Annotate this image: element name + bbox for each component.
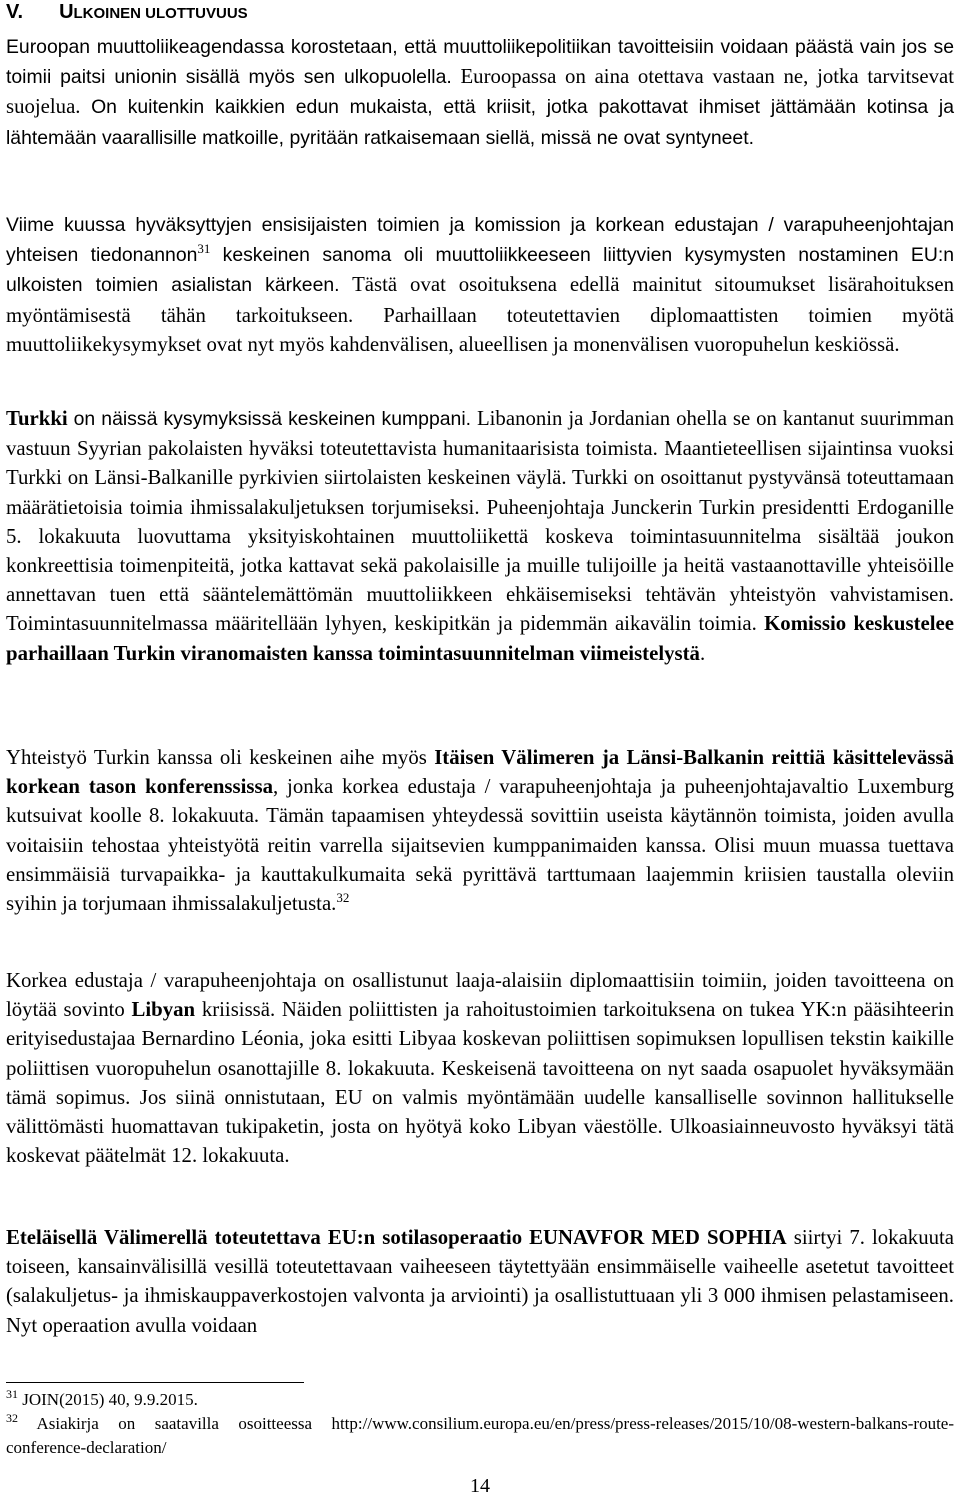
paragraph-3-end: . [699, 641, 706, 665]
paragraph-2-part-1: Viime kuussa hyväksyttyjen ensisijaisten toimien ja komission ja korkean edustajan / varapuheenjohtajan yhteisen tiedonannon [6, 214, 954, 267]
section-title-initial: U [59, 1, 74, 23]
paragraph-2-part-4: Parhaillaan toteutettavien diplomaattisten toimien myötä muuttoliikekysymykset ovat nyt myös kahdenvälisen, alueellisen ja monenvälisen vuoropuhelun keskiössä. [6, 303, 954, 356]
paragraph-2 [6, 210, 954, 359]
page-number: 14 [470, 1475, 490, 1497]
footnote-ref-31: 31 [197, 241, 211, 257]
footnote-31-number: 31 [6, 1387, 18, 1401]
paragraph-4-part-1: Yhteistyö Turkin kanssa oli keskeinen aihe myös [6, 746, 427, 769]
section-number: V. [6, 1, 24, 23]
paragraph-1-sentence-2: Euroopassa on aina otettava vastaan ne, jotka tarvitsevat suojelua. [6, 65, 954, 119]
paragraph-2-part-3: Tästä ovat osoituksena edellä mainitut sitoumukset lisärahoituksen myöntämisestä tähän tarkoitukseen. [6, 273, 954, 327]
footnote-32-text: Asiakirja on saatavilla osoitteessa http://www.consilium.europa.eu/en/press/press-releases/2015/10/08-western-balkans-route-conference-declaration/ [6, 1414, 954, 1457]
paragraph-3 [6, 404, 954, 668]
footnote-32-number: 32 [6, 1411, 18, 1425]
paragraph-3-bold-end: Komissio keskustelee parhaillaan Turkin viranomaisten kanssa toimintasuunnitelman viimeistelystä [6, 612, 954, 665]
paragraph-5 [6, 966, 954, 1170]
footnote-31-text: JOIN(2015) 40, 9.9.2015. [22, 1390, 198, 1409]
footnote-32 [6, 1412, 954, 1460]
paragraph-5-part-2: kriisissä. Näiden poliittisten ja rahoitustoimien tarkoituksena on tukea YK:n pääsihteerin erityisedustajaa Bernardino Léonia, joka esitti Libyaa koskevan poliittisen sopimuksen lopullisen tekstin kaikille poliittisen vuoropuhelun osanottajille 8. lokakuuta. Keskeisenä tavoitteena on nyt saada osapuolet hyväksymään tämä sopimus. Jos siinä onnistutaan, EU on valmis myöntämään uudelle kansalliselle sovinnon hallitukselle välittömästi huomattavan tukipaketin, josta on hyötyä koko Libyan väestölle. Ulkoasiainneuvosto hyväksyi tätä koskevat päätelmät 12. lokakuuta. [6, 998, 954, 1168]
footnote-31 [6, 1388, 954, 1412]
paragraph-1-sentence-1: Euroopan muuttoliikeagendassa korostetaan, että muuttoliikepolitiikan tavoitteisiin voidaan päästä vain jos se toimii paitsi unionin sisällä myös sen ulkopuolella. [6, 36, 954, 89]
paragraph-3-part-1: on näissä kysymyksissä keskeinen kumppani. [73, 408, 472, 430]
paragraph-4 [6, 743, 954, 918]
paragraph-5-part-1: Korkea edustaja / varapuheenjohtaja on osallistunut laaja-alaisiin diplomaattisiin toimiin, joiden tavoitteena on löytää sovinto [6, 969, 954, 1022]
section-heading [6, 0, 248, 26]
paragraph-5-bold-libyan: Libyan [131, 998, 196, 1022]
paragraph-4-bold: Itäisen Välimeren ja Länsi-Balkanin reittiä käsittelevässä korkean tason konferenssissa [6, 746, 955, 799]
section-title-rest: LKOINEN ULOTTUVUUS [73, 5, 248, 22]
paragraph-6-bold: Eteläisellä Välimerellä toteutettava EU:n sotilasoperaatio EUNAVFOR MED SOPHIA [6, 1226, 787, 1249]
paragraph-2-part-2: keskeinen sanoma oli muuttoliikkeeseen liittyvien kysymysten nostaminen EU:n ulkoisten toimien asialistan kärkeen. [6, 244, 954, 297]
paragraph-6 [6, 1223, 954, 1340]
paragraph-1 [6, 32, 954, 153]
footnote-ref-32: 32 [336, 890, 350, 906]
paragraph-6-part-1: siirtyi 7. lokakuuta toiseen, kansainvälisillä vesillä toteutettavaan vaiheeseen täytettyään ensimmäiselle vaiheelle asetetut tavoitteet (salakuljetus- ja ihmiskauppaverkostojen valvonta ja arviointi) ja osallistuttuaan yli 3 000 ihmisen pelastamiseen. Nyt operaation avulla voidaan [6, 1226, 954, 1337]
paragraph-1-sentence-3: On kuitenkin kaikkien edun mukaista, että kriisit, jotka pakottavat ihmiset jättämään kotinsa ja lähtemään vaarallisille matkoille, pyritään ratkaisemaan siellä, missä ne ovat syntyneet. [6, 96, 954, 149]
paragraph-4-part-2: , jonka korkea edustaja / varapuheenjohtaja ja puheenjohtajavaltio Luxemburg kutsuivat koolle 8. lokakuuta. Tämän tapaamisen yhteydessä sovittiin useista käytännön toimista, joiden avulla voitaisiin tehostaa yhteistyötä reitin varrella sijaitsevien kumppanimaiden kanssa. Olisi muun muassa tuettava ensimmäisiä turvapaikka- ja kauttakulkumaita sekä pyrittävä tarttumaan laajemmin kriisien taustalla oleviin syihin ja torjumaan ihmissalakuljetusta. [6, 775, 954, 916]
paragraph-3-part-2: Libanonin ja Jordanian ohella se on kantanut suurimman vastuun Syyrian pakolaisten hyväksi toteutettavista humanitaarisista toimista. Maantieteellisen sijaintinsa vuoksi Turkki on Länsi-Balkanille pyrkivien siirtolaisten keskeinen väylä. Turkki on osoittanut pystyvänsä toteuttamaan määrätietoisia toimia ihmissalakuljetuksen torjumiseksi. Puheenjohtaja Junckerin Turkin presidentti Erdoganille 5. lokakuuta luovuttama yksityiskohtainen muuttoliikettä koskeva toimintasuunnitelma sisältää joukon konkreettisia toimenpiteitä, jotka kattavat sekä pakolaisille ja muille tulijoille ja heitä vastaanottaville yhteisöille annettavan tuen että sääntelemättömän muuttoliikkeen ehkäisemiseksi tehtävän yhteistyön vahvistamisen. Toimintasuunnitelmassa määritellään lyhyen, keskipitkän ja pidemmän aikavälin toimia. [6, 407, 954, 636]
paragraph-3-bold-turkki: Turkki [6, 407, 68, 430]
footnote-separator [6, 1382, 304, 1383]
